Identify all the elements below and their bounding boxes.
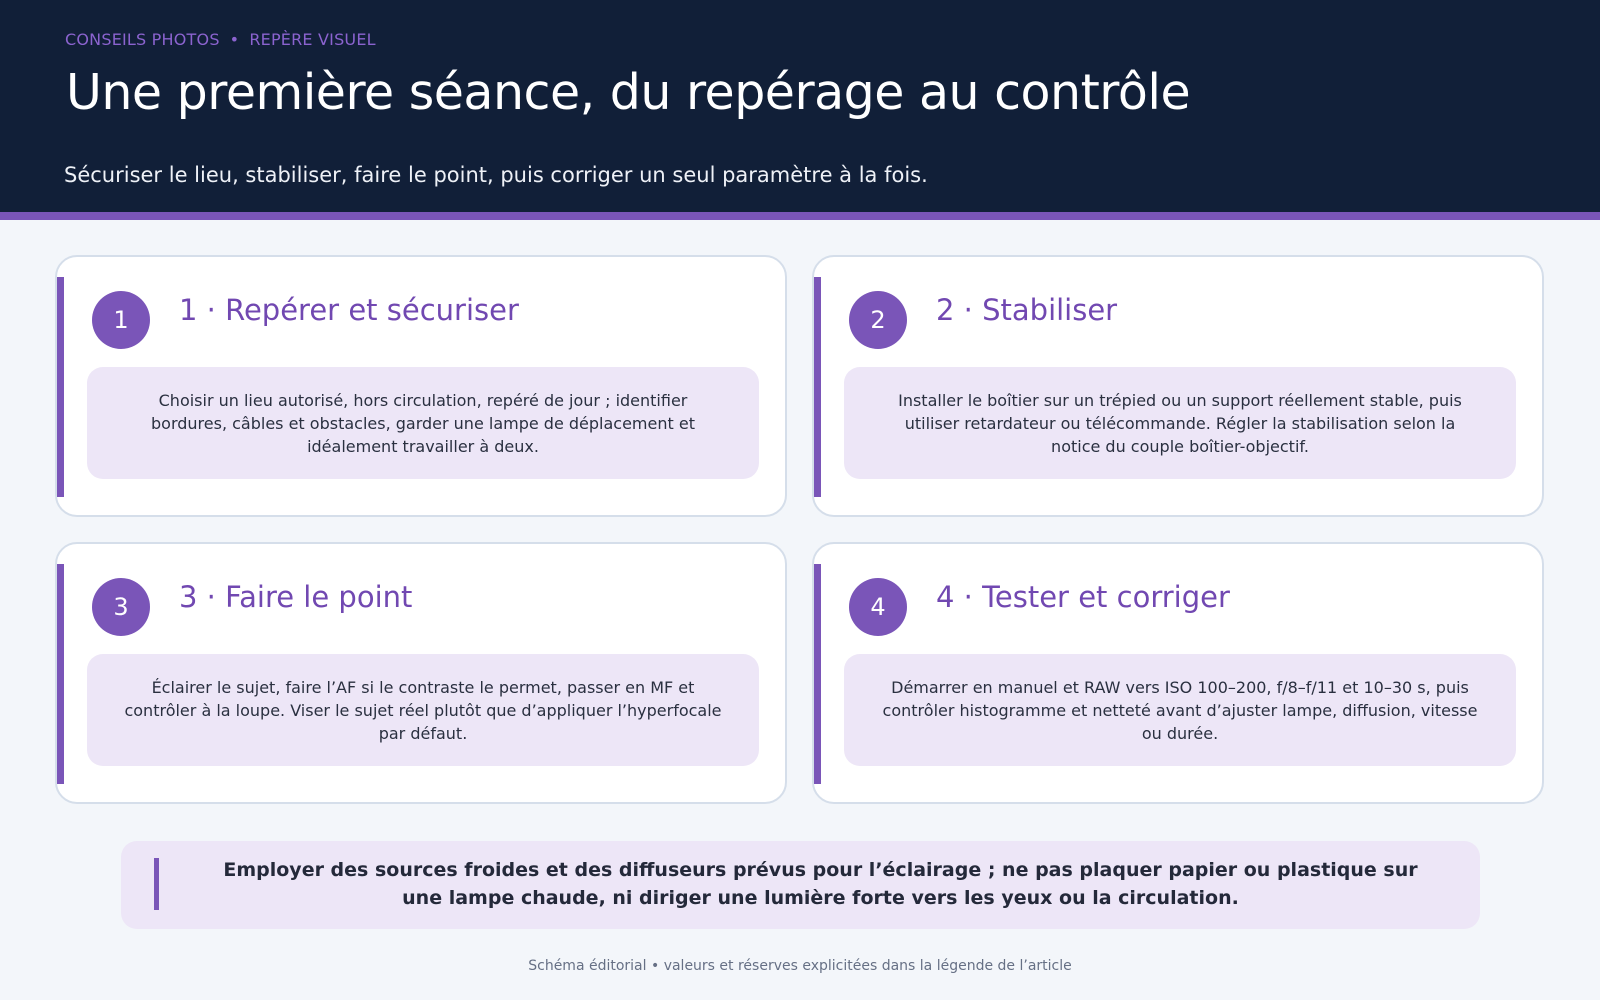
step-title: 2 · Stabiliser	[936, 293, 1118, 327]
safety-callout	[121, 841, 1480, 929]
step-title: 1 · Repérer et sécuriser	[179, 293, 519, 327]
accent-bar	[814, 564, 821, 784]
step-number-badge: 2	[849, 291, 907, 349]
step-number-badge: 1	[92, 291, 150, 349]
step-description: Installer le boîtier sur un trépied ou un support réellement stable, puis utiliser retardateur ou télécommande. Régler la stabilisation selon la notice du couple boîtier-objectif.	[844, 367, 1516, 479]
accent-bar	[814, 277, 821, 497]
callout-accent-bar	[154, 858, 159, 910]
step-title: 3 · Faire le point	[179, 580, 413, 614]
page-title: Une première séance, du repérage au contrôle	[66, 64, 1191, 121]
step-card-3	[55, 542, 787, 804]
accent-bar	[57, 564, 64, 784]
footer-caption: Schéma éditorial • valeurs et réserves explicitées dans la légende de l’article	[528, 958, 1072, 974]
step-card-4	[812, 542, 1544, 804]
breadcrumb-separator: •	[229, 30, 240, 49]
step-description: Éclairer le sujet, faire l’AF si le contraste le permet, passer en MF et contrôler à la loupe. Viser le sujet réel plutôt que d’appliquer l’hyperfocale par défaut.	[87, 654, 759, 766]
step-card-2	[812, 255, 1544, 517]
page-header	[0, 0, 1600, 220]
step-number-badge: 4	[849, 578, 907, 636]
step-number-badge: 3	[92, 578, 150, 636]
step-description: Choisir un lieu autorisé, hors circulation, repéré de jour ; identifier bordures, câbles et obstacles, garder une lampe de déplacement et idéalement travailler à deux.	[87, 367, 759, 479]
breadcrumb-category: CONSEILS PHOTOS	[65, 30, 220, 49]
safety-callout-text: Employer des sources froides et des diffuseurs prévus pour l’éclairage ; ne pas plaquer papier ou plastique sur une lampe chaude, ni diriger une lumière forte vers les yeux ou la circulation.	[223, 859, 1418, 909]
breadcrumb	[65, 30, 376, 49]
step-title: 4 · Tester et corriger	[936, 580, 1230, 614]
accent-bar	[57, 277, 64, 497]
breadcrumb-section: REPÈRE VISUEL	[249, 30, 376, 49]
step-description: Démarrer en manuel et RAW vers ISO 100–200, f/8–f/11 et 10–30 s, puis contrôler histogramme et netteté avant d’ajuster lampe, diffusion, vitesse ou durée.	[844, 654, 1516, 766]
step-card-1	[55, 255, 787, 517]
page-subtitle: Sécuriser le lieu, stabiliser, faire le point, puis corriger un seul paramètre à la fois.	[64, 163, 928, 187]
